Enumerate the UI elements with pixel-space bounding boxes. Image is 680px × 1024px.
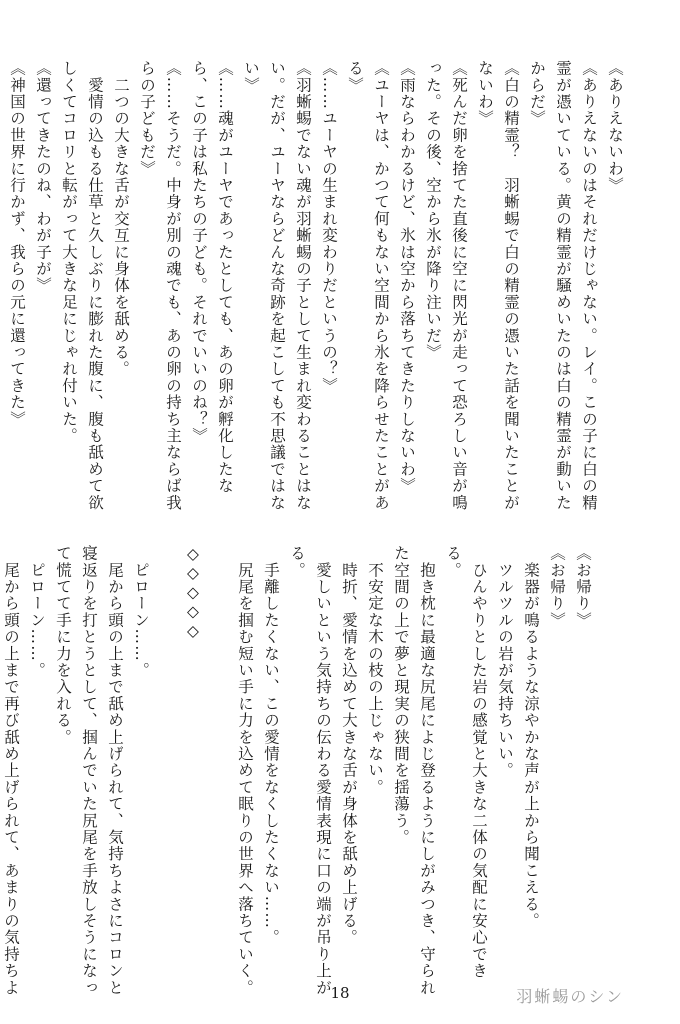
text-line: 愛情の込もる仕草と久しぶりに膨れた腹に、腹も舐めて欲 (86, 60, 104, 511)
text-line: る。 (288, 545, 306, 579)
text-line: ら、この子は私たちの子ども。それでいいのね？》 (190, 60, 208, 445)
blank-line (154, 545, 180, 965)
text-line: 《ありえないわ》 (606, 60, 624, 194)
text-line: からだ》 (528, 60, 546, 127)
text-line: 霊が憑いている。黄の精霊が騒めいたのは白の精霊が動いた (554, 60, 572, 511)
text-line: 尻尾を掴む短い手に力を込めて眠りの世界へ落ちていく。 (236, 545, 254, 996)
text-line: 《……魂がユーヤであったとしても、あの卵が孵化したな (216, 60, 234, 495)
text-line: 楽器が鳴るような涼やかな声が上から聞こえる。 (522, 545, 540, 930)
text-line: 抱き枕に最適な尻尾によじ登るようにしがみつき、守られ (418, 545, 436, 996)
text-line: 愛しいという気持ちの伝わる愛情表現に口の端が吊り上が (314, 545, 332, 996)
text-line: 手離したくない、この愛情をなくしたくない……。 (262, 545, 280, 946)
text-line: 尾から頭の上まで再び舐め上げられて、あまりの気持ちよ (2, 545, 20, 996)
text-line: 《お帰り》 (574, 545, 592, 629)
upper-text-block (8, 60, 628, 511)
text-line: 《お帰り》 (548, 545, 566, 629)
text-line: 《ユーヤは、かつて何もない空間から氷を降らせたことがあ (372, 60, 390, 511)
text-line: 《白の精霊？ 羽蜥蜴で白の精霊の憑いた話を聞いたことが (502, 60, 520, 511)
text-line: ピローン……。 (132, 545, 150, 679)
text-line: た空間の上で夢と現実の狭間を揺蕩う。 (392, 545, 410, 846)
text-line: 《雨ならわかるけど、氷は空から落ちてきたりしないわ》 (398, 60, 416, 495)
page-number: 18 (330, 984, 350, 1002)
text-line: ないわ》 (476, 60, 494, 127)
text-line: ひんやりとした岩の感覚と大きな二体の気配に安心でき (470, 545, 488, 980)
text-line: 《ありえないのはそれだけじゃない。レイ。この子に白の精 (580, 60, 598, 511)
text-line: 《……ユーヤの生まれ変わりだというの？》 (320, 60, 338, 394)
text-line: らの子どもだ》 (138, 60, 156, 177)
text-line: い》 (242, 60, 260, 94)
text-line: る》 (346, 60, 364, 94)
text-line: 《還ってきたのね、わが子が》 (34, 60, 52, 294)
text-line: い。だが、ユーヤならどんな奇跡を起こしても不思議ではな (268, 60, 286, 511)
text-line: 《死んだ卵を捨てた直後に空に閃光が走って恐ろしい音が鳴 (450, 60, 468, 511)
text-line: 《……そうだ。中身が別の魂でも、あの卵の持ち主ならば我 (164, 60, 182, 511)
blank-line (206, 545, 232, 965)
scene-break: ◇◇◇◇◇ (184, 545, 202, 641)
text-line: る。 (444, 545, 462, 579)
text-line: て慌てて手に力を入れる。 (54, 545, 72, 746)
text-line: 不安定な木の枝の上じゃない。 (366, 545, 384, 796)
text-line: 《羽蜥蜴でない魂が羽蜥蜴の子として生まれ変わることはな (294, 60, 312, 511)
text-line: 二つの大きな舌が交互に身体を舐める。 (112, 60, 130, 378)
running-title: 羽蜥蜴のシン (516, 987, 624, 1006)
text-line: ピローン……。 (28, 545, 46, 679)
text-line: った。その後、空から氷が降り注いだ》 (424, 60, 442, 361)
text-line: 《神国の世界に行かず、我らの元に還ってきた》 (8, 60, 26, 428)
text-line: 時折、愛情を込めて大きな舌が身体を舐め上げる。 (340, 545, 358, 946)
text-line: しくてコロリと転がって大きな足にじゃれ付いた。 (60, 60, 78, 445)
text-line: 尾から頭の上まで舐め上げられて、気持ちよさにコロンと (106, 545, 124, 996)
text-line: 寝返りを打とうとして、掴んでいた尻尾を手放しそうになっ (80, 545, 98, 996)
text-line: ツルツルの岩が気持ちいい。 (496, 545, 514, 779)
